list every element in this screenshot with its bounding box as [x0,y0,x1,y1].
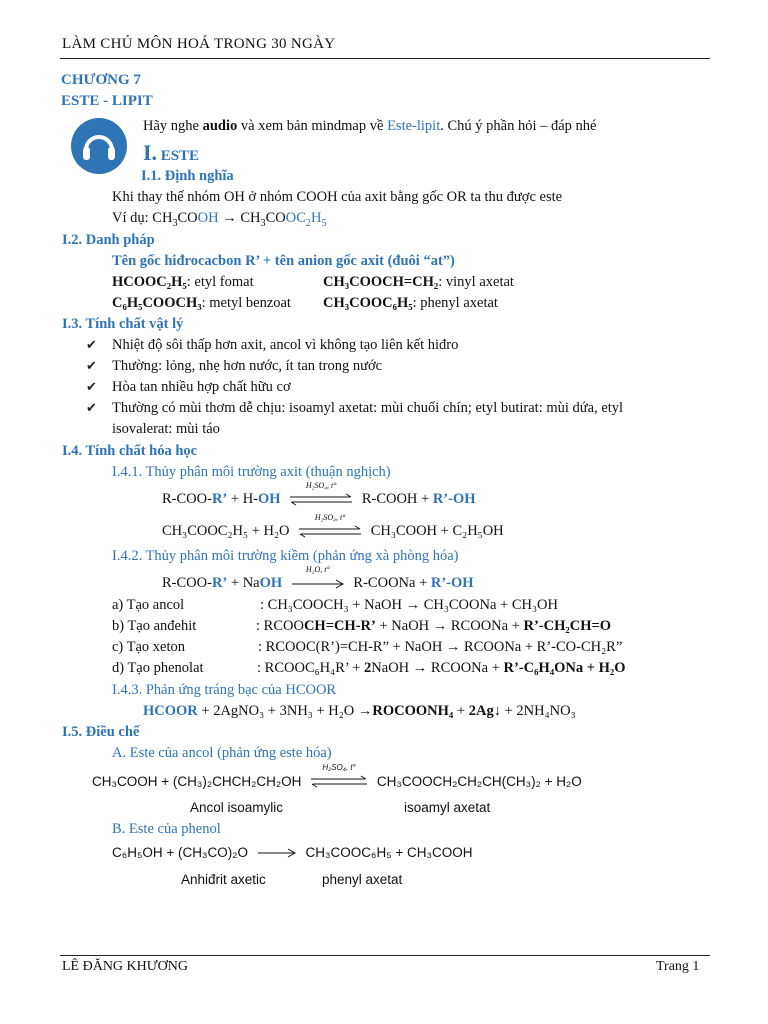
property-item: ✔ Thường: lỏng, nhẹ hơn nước, ít tan trong nước [112,358,382,375]
equation-esterification: CH₃COOH + (CH₃)₂CHCH₂CH₂OH H₂SO₄, t° CH₃COOCH₂CH₂CH(CH₃)₂ + H₂O [92,763,582,789]
example-line: Ví dụ: $CH_3COOH$ → $CH_3COOC_2H_5$ [112,210,327,229]
naming-rule: Tên gốc hiđrocacbon R’ + tên anion gốc axit (đuôi “at”) [112,253,455,269]
heading-i2: I.2. Danh pháp [62,232,155,248]
arrow-icon: H₂O, t° [290,577,346,591]
label-phenyl-acetate: phenyl axetat [322,872,403,887]
case-d-label: d) Tạo phenolat [112,660,204,676]
name-example-3: C₆H₅COOCH₃: metyl benzoat [112,295,291,311]
page-header: LÀM CHỦ MÔN HOÁ TRONG 30 NGÀY [62,36,336,52]
chapter-title: ESTE - LIPIT [61,93,153,109]
case-a-equation: : CH₃COOCH₃ + NaOH → CH₃COONa + CH₃OH [260,597,558,613]
intro-text: Hãy nghe audio và xem bản mindmap về Este-lipit. Chú ý phần hỏi – đáp nhé [143,118,597,134]
footer-author: LÊ ĐĂNG KHƯƠNG [62,959,188,974]
heading-i4: I.4. Tính chất hóa học [62,443,198,459]
reversible-arrow-icon: H₂SO₄, t° [297,525,363,539]
footer-rule [60,955,710,956]
reversible-arrow-icon: H₂SO₄, t° [288,493,354,507]
property-item: ✔ Thường có mùi thơm dễ chịu: isoamyl axetat: mùi chuối chín; etyl butirat: mùi dứa, etyl [112,400,623,417]
label-isoamyl-acetate: isoamyl axetat [404,800,491,815]
case-b-equation: : RCOOCH=CH-R’ + NaOH → RCOONa + R’-CH₂CH=O [256,618,612,634]
reversible-arrow-icon: H₂SO₄, t° [309,775,369,789]
heading-i41: I.4.1. Thủy phân môi trường axit (thuận nghịch) [112,464,391,480]
definition-text: Khi thay thế nhóm OH ở nhóm COOH của axit bằng gốc OR ta thu được este [112,189,563,205]
heading-i1: I.1. Định nghĩa [141,168,234,184]
heading-i42: I.4.2. Thủy phân môi trường kiềm (phản ứng xà phòng hóa) [112,548,459,564]
equation-acid-hydrolysis-example: CH₃COOC₂H₅ + H₂O H₂SO₄, t° CH₃COOH + C₂H₅OH [162,512,504,539]
chapter-label: CHƯƠNG 7 [61,72,141,88]
name-example-2: CH₃COOCH=CH₂: vinyl axetat [323,274,514,290]
equation-phenol-ester: C₆H₅OH + (CH₃CO)₂O CH₃COOC₆H₅ + CH₃COOH [112,845,473,860]
header-rule [60,58,710,59]
label-isoamyl-alcohol: Ancol isoamylic [190,800,284,815]
heading-esterification: A. Este của ancol (phản ứng este hóa) [112,745,332,761]
case-d-equation: : RCOOC₆H₄R’ + 2NaOH → RCOONa + R’-C₆H₄ONa + H₂O [257,660,626,676]
property-item: ✔ Nhiệt độ sôi thấp hơn axit, ancol vì không tạo liên kết hiđro [112,337,458,354]
section-este-heading: I. ESTE [143,140,200,165]
case-c-label: c) Tạo xeton [112,639,186,655]
equation-saponification-general: R-COO-R’ + NaOH H₂O, t° R-COONa + R’-OH [162,564,474,591]
name-example-4: CH₃COOC₆H₅: phenyl axetat [323,295,498,311]
arrow-icon [256,846,298,860]
heading-i3: I.3. Tính chất vật lý [62,316,184,332]
name-example-1: HCOOC₂H₅: etyl fomat [112,274,254,290]
case-b-label: b) Tạo anđehit [112,618,197,634]
equation-acid-hydrolysis-general: R-COO-R’ + H-OH H₂SO₄, t° R-COOH + R’-OH [162,480,476,507]
heading-i43: I.4.3. Phản ứng tráng bạc của HCOOR [112,682,337,698]
footer-page-number: Trang 1 [656,959,700,974]
heading-phenol-ester: B. Este của phenol [112,821,221,837]
headphones-icon[interactable] [71,118,127,174]
heading-i5: I.5. Điều chế [62,724,140,740]
property-item-continuation: isovalerat: mùi táo [112,421,220,437]
equation-silver-mirror: HCOOR + 2AgNO₃ + 3NH₃ + H₂O →ROCOONH₄ + 2Ag↓ + 2NH₄NO₃ [143,703,576,719]
case-c-equation: : RCOOC(R’)=CH-R” + NaOH → RCOONa + R’-CO-CH₂R” [258,639,623,655]
property-item: ✔ Hòa tan nhiều hợp chất hữu cơ [112,379,291,396]
label-acetic-anhydride: Anhiđrit axetic [181,872,266,887]
case-a-label: a) Tạo ancol [112,597,185,613]
